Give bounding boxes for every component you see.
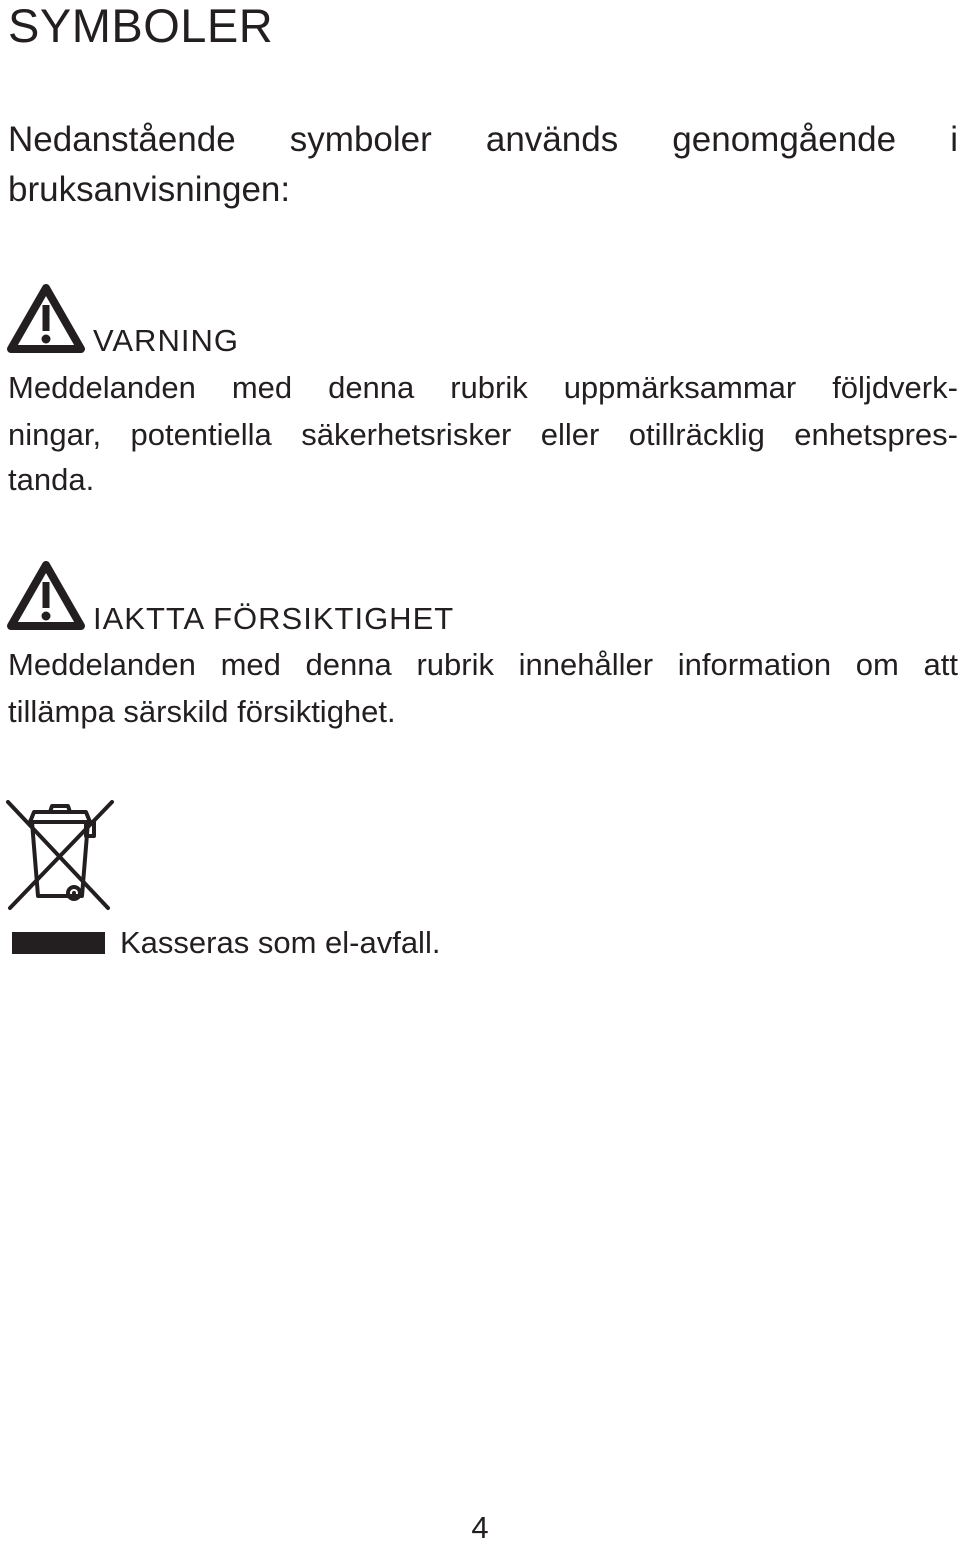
warning-word: otillräcklig — [628, 417, 765, 452]
intro-paragraph — [8, 115, 958, 215]
warning-word: enhetspres- — [794, 417, 958, 452]
warning-word: potentiella — [130, 417, 272, 452]
warning-word: uppmärksammar — [563, 370, 797, 405]
intro-word: används — [485, 120, 619, 159]
warning-line-3: tanda. — [8, 462, 95, 497]
warning-word: säkerhetsrisker — [301, 417, 512, 452]
page-number: 4 — [471, 1510, 489, 1545]
caution-line-2: tillämpa särskild försiktighet. — [8, 694, 396, 729]
intro-word: Nedanstående — [8, 120, 236, 159]
caution-word: innehåller — [518, 647, 654, 682]
intro-word: genomgående — [672, 120, 897, 159]
warning-word: denna — [328, 370, 415, 405]
caution-word: att — [923, 647, 958, 682]
page-title: SYMBOLER — [8, 0, 274, 52]
warning-line-2 — [8, 417, 958, 453]
intro-word: symboler — [289, 120, 432, 159]
caution-word: Meddelanden — [8, 647, 196, 682]
caution-word: denna — [305, 647, 392, 682]
warning-word: rubrik — [450, 370, 528, 405]
caution-word: om — [855, 647, 899, 682]
caution-word: med — [220, 647, 281, 682]
intro-word: i — [950, 120, 958, 159]
warning-word: med — [231, 370, 293, 405]
warning-line-1 — [8, 370, 958, 406]
crossed-out-wheelie-bin-icon — [6, 800, 114, 912]
warning-word: Meddelanden — [8, 370, 196, 405]
caution-word: rubrik — [416, 647, 494, 682]
warning-word: följdverk- — [832, 370, 958, 405]
intro-line-2: bruksanvisningen: — [8, 170, 291, 209]
caution-label: IAKTTA FÖRSIKTIGHET — [93, 601, 455, 636]
caution-line-1 — [8, 647, 958, 683]
warning-word: eller — [540, 417, 600, 452]
caution-word: information — [677, 647, 832, 682]
weee-text: Kasseras som el-avfall. — [120, 925, 441, 960]
warning-word: ningar, — [8, 417, 102, 452]
warning-label: VARNING — [93, 323, 239, 358]
intro-line-1 — [8, 115, 958, 165]
warning-triangle-icon — [6, 560, 86, 632]
separate-collection-bar — [12, 932, 105, 954]
warning-triangle-icon — [6, 283, 86, 355]
